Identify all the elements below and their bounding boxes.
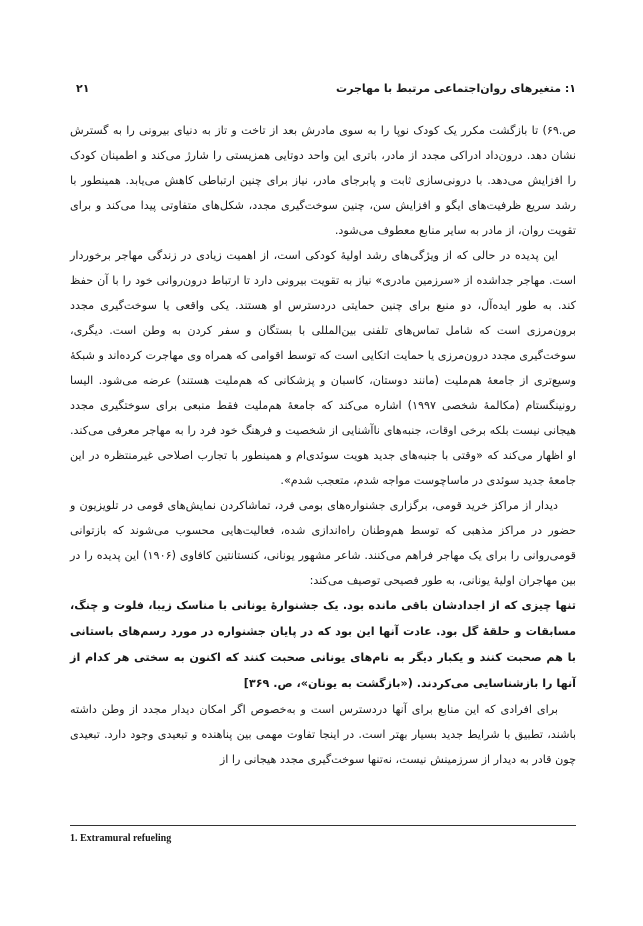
footnote-divider: [70, 825, 576, 826]
running-title: ۱: متغیرهای روان‌اجتماعی مرتبط با مهاجرت: [336, 82, 576, 95]
paragraph: دیدار از مراکز خرید قومی، برگزاری جشنواره‌های بومی فرد، تماشاکردن نمایش‌های قومی در تلویزیون و حضور در مراکز مذهبی که توسط هم‌وطنان راه‌اندازی شده، فعالیت‌هایی محسوب می‌شوند که بازتوانی قومی‌روانی را برای یک مهاجر فراهم می‌کنند. شاعر مشهور یونانی، کنستانتین کافاوی (۱۹۰۶) این پدیده را در بین مهاجران اولیهٔ یونانی، به طور فصیحی توصیف می‌کند:: [70, 499, 576, 587]
footnote: 1. Extramural refueling: [70, 833, 172, 844]
page-header: [70, 82, 576, 100]
paragraph: ص.۶۹) تا بازگشت مکرر یک کودک نوپا را به سوی مادرش بعد از تاخت و تاز به دنیای بیرونی را به گسترش نشان دهد. درون‌داد ادراکی مجدد از مادر، باتری این واحد دوتایی همزیستی را شارژ می‌کند و اطمینان کودک را افزایش می‌دهد. با درونی‌سازی ثابت و پابرجای مادر، نیاز برای چنین ارتباطی کاهش می‌یابد. همینطور با رشد سریع ظرفیت‌های ایگو و افزایش سن، چنین سوخت‌گیری مجدد، شکل‌های متفاوتی پیدا می‌کند و برای تقویت روان، از مادر به سایر منابع معطوف می‌شود.: [70, 124, 576, 237]
block-quote: تنها چیزی که از اجدادشان باقی مانده بود. یک جشنوارهٔ یونانی با مناسک زیبا، فلوت و چنگ، مسابقات و حلقهٔ گل بود. عادت آنها این بود که در پایان جشنواره در مورد رسم‌های باستانی با هم صحبت کنند و یکبار دیگر به نام‌های یونانی صحبت کنند که اکنون به سختی هر کدام از آنها را بازشناسایی می‌کردند. («بازگشت به یونان»، ص. ۳۶۹]: [70, 599, 576, 690]
page-number: ۲۱: [76, 82, 90, 95]
page-body: [70, 118, 576, 772]
paragraph: این پدیده در حالی که از ویژگی‌های رشد اولیهٔ کودکی است، از اهمیت زیادی در زندگی مهاجر برخوردار است. مهاجر جداشده از «سرزمین مادری» نیاز به تقویت بیرونی دارد تا ارتباط درون‌روانی خود را با آن حفظ کند. به طور ایده‌آل، دو منبع برای چنین حمایتی دردسترس او هستند. یکی واقعی یا سوخت‌گیری مجدد برون‌مرزی است که شامل تماس‌های تلفنی بین‌المللی با بستگان و سفر کردن به وطن است. دیگری، سوخت‌گیری مجدد درون‌مرزی یا حمایت اتکایی است که توسط اقوامی که همراه وی مهاجرت کرده‌اند و شبکهٔ وسیع‌تری از جامعهٔ هم‌ملیت (مانند دوستان، کاسبان و پزشکانی که هم‌ملیت هستند) عرضه می‌شود. الیسا رونینگستام (مکالمهٔ شخصی ۱۹۹۷) اشاره می‌کند که جامعهٔ هم‌ملیت فقط منبعی برای سوختگیری مجدد هیجانی نیست بلکه برخی اوقات، جنبه‌های ناآشنایی از شخصیت و فرهنگ خود فرد را به مهاجر معرفی می‌کند. او اظهار می‌کند که «وقتی با جنبه‌های جدید هویت سوئدی‌ام و همینطور با تجارب اصلاحی غیرمنتظره در این جامعهٔ جدید سوئدی در ماساچوست مواجه شدم، متعجب شدم».: [70, 249, 576, 487]
paragraph: برای افرادی که این منابع برای آنها دردسترس است و به‌خصوص اگر امکان دیدار مجدد از وطن داشته باشند، تطبیق با شرایط جدید بسیار بهتر است. در اینجا تفاوت مهمی بین پناهنده و تبعیدی وجود دارد. تبعیدی چون قادر به دیدار از سرزمینش نیست، نه‌تنها سوخت‌گیری مجدد هیجانی را از: [70, 703, 576, 766]
